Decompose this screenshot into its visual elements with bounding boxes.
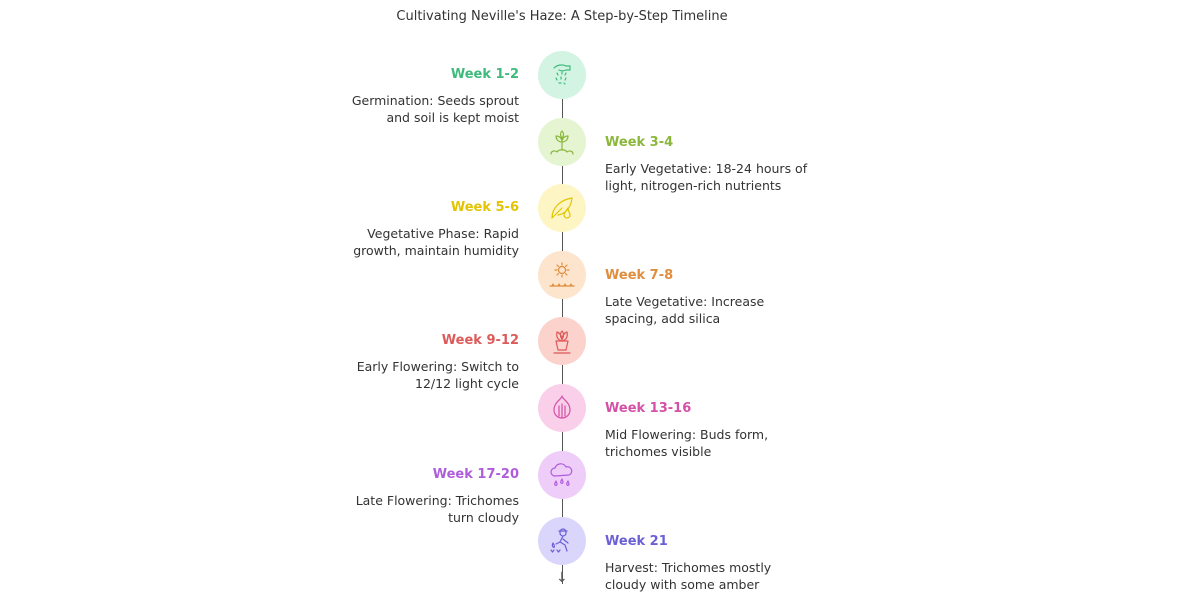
step-week: Week 21 xyxy=(605,534,668,550)
step-label xyxy=(605,134,845,194)
diagram-title: Cultivating Neville's Haze: A Step-by-Step Timeline xyxy=(396,9,728,24)
bud-icon xyxy=(548,394,576,422)
step-description: Late Flowering: Trichomes turn cloudy xyxy=(355,492,519,525)
step-description: Harvest: Trichomes mostly cloudy with some amber xyxy=(605,560,772,593)
step-node xyxy=(538,384,586,432)
step-week: Week 5-6 xyxy=(450,200,519,216)
hand-sowing-seeds-icon xyxy=(548,61,576,89)
step-label xyxy=(279,199,519,259)
rain-cloud-icon xyxy=(548,461,576,489)
leaf-droplet-icon xyxy=(548,194,576,222)
step-description: Early Vegetative: 18-24 hours of light, nitrogen-rich nutrients xyxy=(605,160,808,193)
arrow-down-icon: ↓ xyxy=(556,570,568,586)
step-description: Vegetative Phase: Rapid growth, maintain humidity xyxy=(353,226,519,259)
step-node xyxy=(538,451,586,499)
step-label xyxy=(605,400,845,460)
step-node xyxy=(538,251,586,299)
step-label xyxy=(605,533,845,593)
step-description: Late Vegetative: Increase spacing, add silica xyxy=(605,293,765,326)
step-label xyxy=(279,332,519,392)
sun-over-field-icon xyxy=(548,261,576,289)
step-node xyxy=(538,317,586,365)
step-week: Week 3-4 xyxy=(605,134,674,150)
step-node xyxy=(538,184,586,232)
step-week: Week 9-12 xyxy=(441,333,519,349)
step-label xyxy=(279,466,519,526)
step-week: Week 13-16 xyxy=(605,401,692,416)
step-description: Early Flowering: Switch to 12/12 light cycle xyxy=(356,359,519,392)
step-description: Germination: Seeds sprout and soil is kept moist xyxy=(351,93,519,125)
potted-flower-icon xyxy=(548,327,576,355)
step-node xyxy=(538,118,586,166)
step-week: Week 17-20 xyxy=(432,466,519,482)
step-label xyxy=(605,267,845,327)
step-week: Week 1-2 xyxy=(450,67,519,82)
step-label xyxy=(279,66,519,126)
step-node xyxy=(538,517,586,565)
sprout-icon xyxy=(548,128,576,156)
farmer-harvesting-icon xyxy=(548,527,576,555)
step-node xyxy=(538,51,586,99)
step-week: Week 7-8 xyxy=(605,267,674,283)
step-description: Mid Flowering: Buds form, trichomes visible xyxy=(605,427,769,459)
